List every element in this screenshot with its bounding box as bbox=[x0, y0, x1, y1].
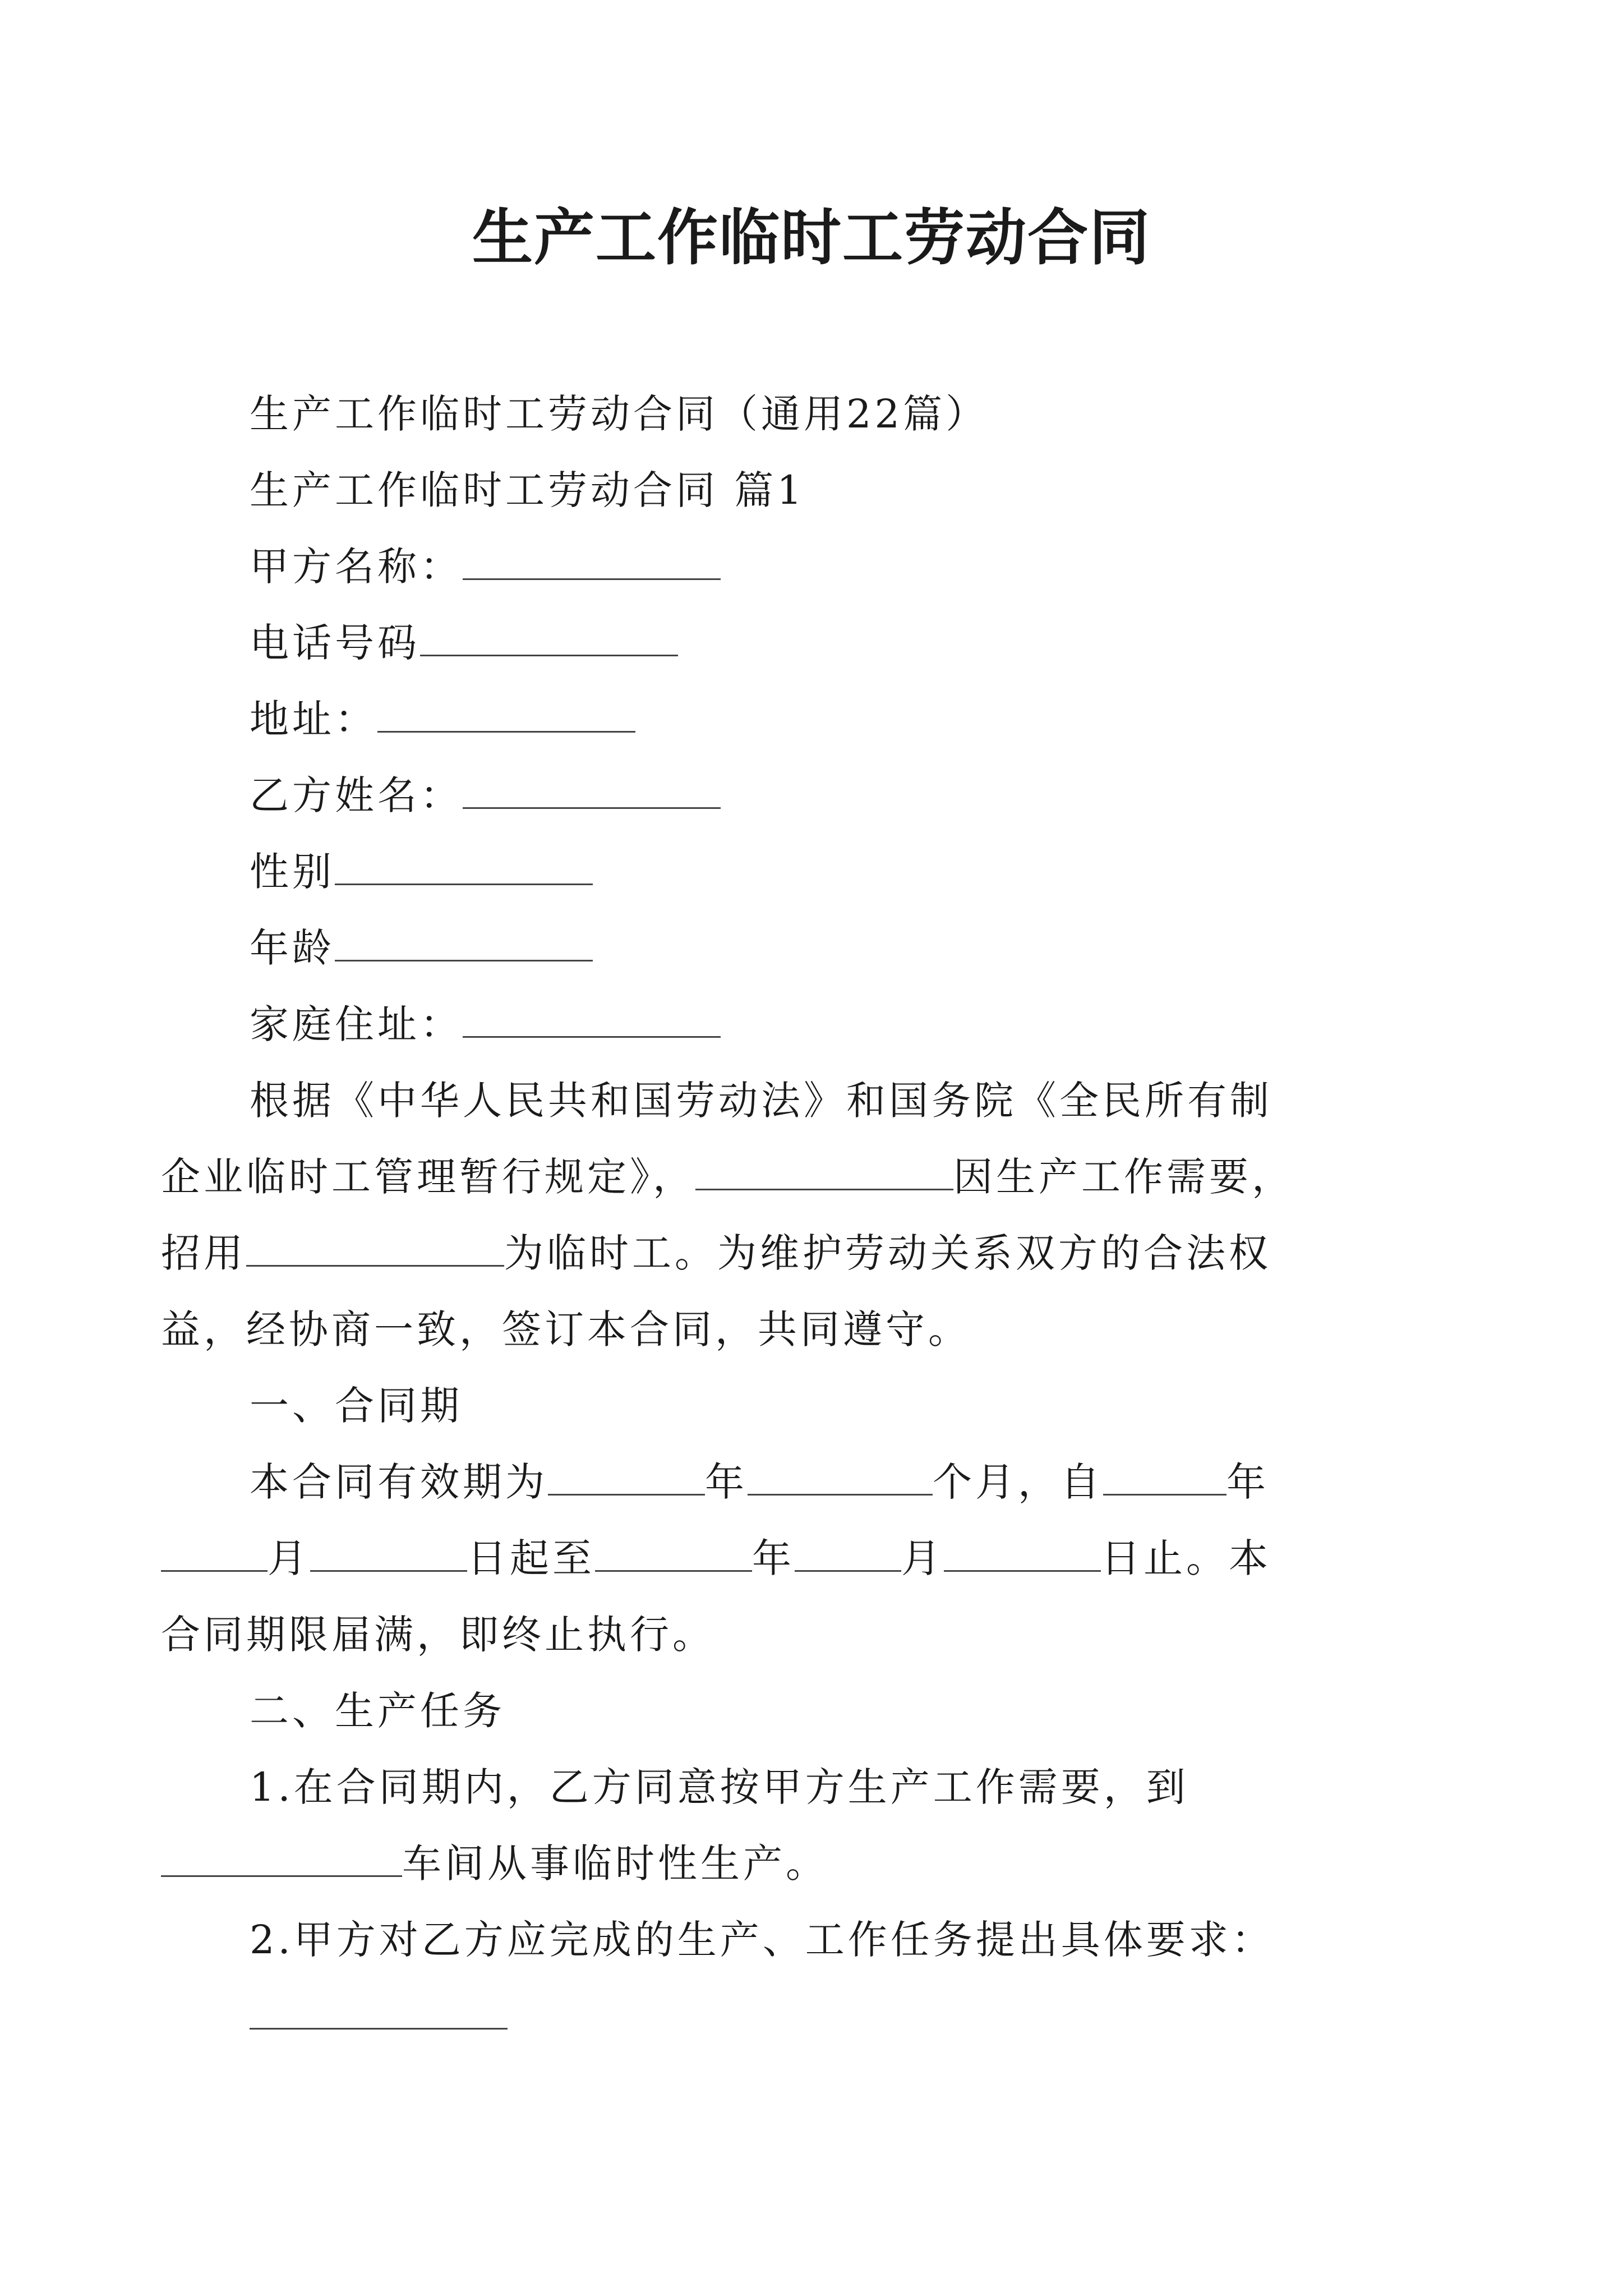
workshop-blank bbox=[161, 1842, 402, 1877]
intro-line-4: 益，经协商一致，签订本合同，共同遵守。 bbox=[161, 1306, 971, 1352]
age-blank bbox=[335, 926, 593, 961]
intro-line-3 bbox=[161, 1215, 1388, 1291]
intro-line-3-b: 为临时工。为维护劳动关系双方的合法权 bbox=[504, 1230, 1271, 1276]
task-item-1: 1.在合同期内，乙方同意按甲方生产工作需要，到 bbox=[250, 1764, 1189, 1810]
term-years-blank bbox=[548, 1460, 705, 1496]
task-requirements-blank bbox=[250, 1994, 508, 2030]
task-item-1-b: 车间从事临时性生产。 bbox=[402, 1841, 828, 1887]
term-l1-c: 个月，自 bbox=[933, 1459, 1103, 1505]
party-b-name-blank bbox=[463, 774, 721, 809]
gender-blank bbox=[335, 850, 593, 885]
term-line-2 bbox=[161, 1520, 1388, 1596]
task-requirements-line bbox=[250, 1978, 1388, 2054]
gender-field bbox=[250, 834, 1388, 910]
party-a-name-label: 甲方名称： bbox=[250, 544, 463, 590]
intro-line-2 bbox=[161, 1139, 1388, 1215]
term-to-month-blank bbox=[795, 1536, 901, 1572]
term-line-3: 合同期限届满，即终止执行。 bbox=[161, 1612, 715, 1658]
party-b-name-label: 乙方姓名： bbox=[250, 772, 463, 818]
term-to-day-blank bbox=[944, 1536, 1101, 1572]
section-heading: 生产工作临时工劳动合同 篇1 bbox=[250, 467, 805, 513]
phone-blank bbox=[420, 621, 678, 656]
term-from-month-blank bbox=[161, 1536, 268, 1572]
term-heading: 一、合同期 bbox=[250, 1383, 463, 1429]
document-body bbox=[161, 376, 1388, 2054]
term-l2-b: 日起至 bbox=[467, 1535, 595, 1581]
phone-label: 电话号码 bbox=[250, 620, 420, 666]
document-title: 生产工作临时工劳动合同 bbox=[472, 203, 1151, 273]
term-from-year-blank bbox=[1103, 1460, 1227, 1496]
term-l1-d: 年 bbox=[1227, 1459, 1269, 1505]
task-item-2: 2.甲方对乙方应完成的生产、工作任务提出具体要求： bbox=[250, 1917, 1274, 1963]
term-from-day-blank bbox=[310, 1536, 467, 1572]
home-address-field bbox=[250, 986, 1388, 1062]
intro-blank-1 bbox=[695, 1155, 953, 1190]
term-l2-e: 日止。本 bbox=[1101, 1535, 1271, 1581]
term-l2-a: 月 bbox=[268, 1535, 310, 1581]
intro-line-2-b: 因生产工作需要， bbox=[953, 1154, 1294, 1200]
address-label: 地址： bbox=[250, 696, 377, 742]
age-label: 年龄 bbox=[250, 925, 335, 971]
term-l1-b: 年 bbox=[705, 1459, 748, 1505]
age-field bbox=[250, 910, 1388, 986]
intro-line-2-a: 企业临时工管理暂行规定》， bbox=[161, 1154, 695, 1200]
task-item-1-cont bbox=[161, 1825, 1388, 1902]
term-months-blank bbox=[748, 1460, 933, 1496]
term-l1-a: 本合同有效期为 bbox=[250, 1459, 548, 1505]
intro-line-1: 根据《中华人民共和国劳动法》和国务院《全民所有制 bbox=[250, 1078, 1272, 1124]
intro-blank-2 bbox=[246, 1231, 504, 1267]
party-a-name-blank bbox=[463, 545, 721, 580]
address-blank bbox=[377, 697, 635, 733]
party-b-name-field bbox=[250, 757, 1388, 834]
gender-label: 性别 bbox=[250, 849, 335, 895]
phone-field bbox=[250, 605, 1388, 681]
term-l2-d: 月 bbox=[901, 1535, 944, 1581]
intro-line-3-a: 招用 bbox=[161, 1230, 246, 1276]
term-line-1 bbox=[250, 1444, 1388, 1520]
term-l2-c: 年 bbox=[752, 1535, 795, 1581]
document-subtitle: 生产工作临时工劳动合同（通用22篇） bbox=[250, 391, 989, 437]
home-address-blank bbox=[463, 1002, 721, 1038]
term-to-year-blank bbox=[595, 1536, 752, 1572]
home-address-label: 家庭住址： bbox=[250, 1001, 463, 1047]
tasks-heading: 二、生产任务 bbox=[250, 1688, 505, 1734]
address-field bbox=[250, 681, 1388, 757]
party-a-name-field bbox=[250, 528, 1388, 605]
